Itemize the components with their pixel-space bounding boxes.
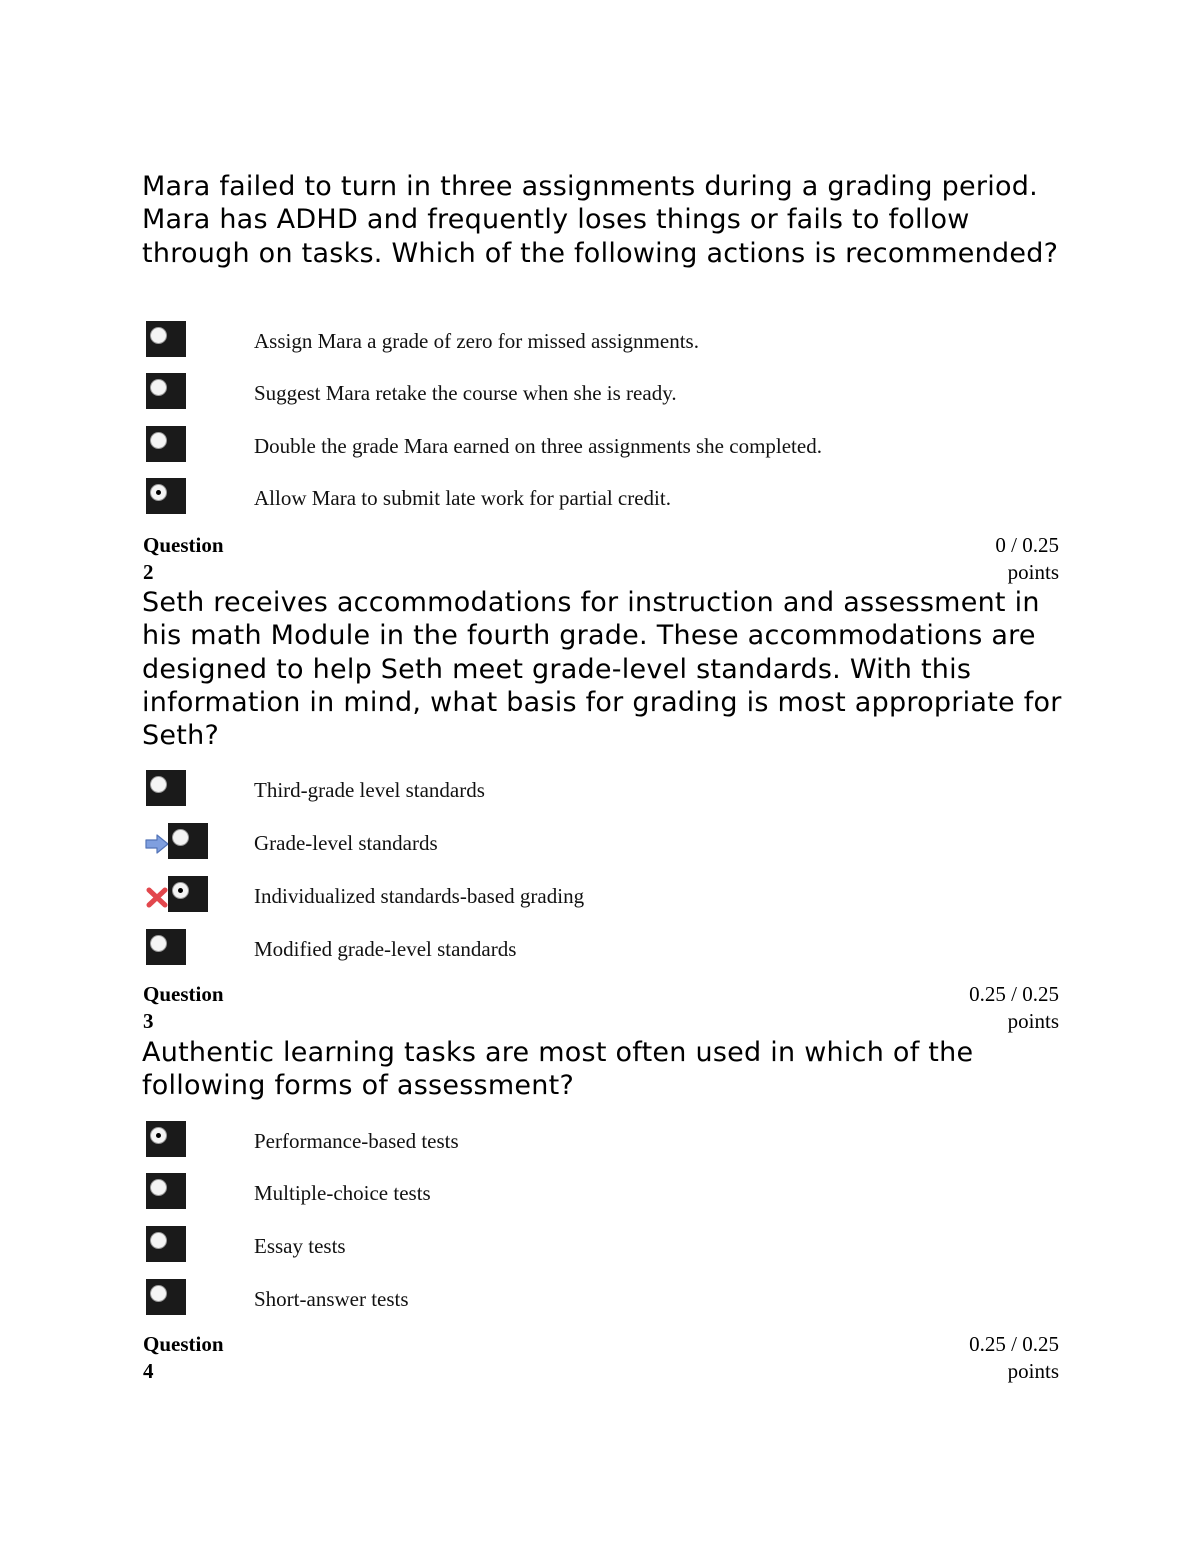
q1-option-4[interactable] [144, 478, 1044, 518]
option-label: Grade-level standards [254, 831, 438, 855]
q2-option-4[interactable] [144, 929, 1044, 969]
radio-button[interactable] [146, 929, 186, 965]
radio-button-selected[interactable] [146, 1121, 186, 1157]
question-4-header [143, 1331, 1059, 1387]
radio-button[interactable] [146, 1173, 186, 1209]
q3-option-2[interactable] [144, 1173, 1044, 1213]
question-3-text: Authentic learning tasks are most often used in which of the following forms of assessment? [142, 1037, 974, 1102]
question-label: Question [143, 982, 224, 1006]
radio-button[interactable] [146, 426, 186, 462]
option-label: Short-answer tests [254, 1287, 409, 1311]
arrow-icon [144, 833, 170, 855]
q2-option-3[interactable] [144, 876, 1044, 916]
radio-button[interactable] [146, 770, 186, 806]
option-label: Allow Mara to submit late work for partial credit. [254, 486, 671, 510]
question-label: Question [143, 533, 224, 557]
points-label: points [1007, 1009, 1059, 1033]
q2-option-2[interactable] [144, 823, 1044, 863]
radio-button[interactable] [146, 1279, 186, 1315]
option-label: Assign Mara a grade of zero for missed assignments. [254, 329, 699, 353]
question-number: 4 [143, 1359, 154, 1383]
question-number: 2 [143, 560, 154, 584]
q1-option-2[interactable] [144, 373, 1044, 413]
radio-button-selected[interactable] [168, 876, 208, 912]
option-label: Essay tests [254, 1234, 346, 1258]
question-label: Question [143, 1332, 224, 1356]
q2-option-1[interactable] [144, 770, 1044, 810]
q1-option-3[interactable] [144, 426, 1044, 466]
radio-button[interactable] [168, 823, 208, 859]
question-3-header [143, 981, 1059, 1037]
question-score: 0 / 0.25 [995, 533, 1059, 557]
q3-option-1[interactable] [144, 1121, 1044, 1161]
question-1-text: Mara failed to turn in three assignments during a grading period. Mara has ADHD and frequently loses things or fails to follow through on tasks. Which of the following actions is recommended? [142, 171, 1059, 269]
q3-option-4[interactable] [144, 1279, 1044, 1319]
option-label: Suggest Mara retake the course when she is ready. [254, 381, 677, 405]
q3-option-3[interactable] [144, 1226, 1044, 1266]
option-label: Modified grade-level standards [254, 937, 517, 961]
option-label: Performance-based tests [254, 1129, 459, 1153]
x-icon [144, 886, 170, 908]
q1-option-1[interactable] [144, 321, 1044, 361]
option-label: Individualized standards-based grading [254, 884, 585, 908]
radio-button-selected[interactable] [146, 478, 186, 514]
points-label: points [1007, 1359, 1059, 1383]
option-label: Double the grade Mara earned on three assignments she completed. [254, 434, 822, 458]
option-label: Third-grade level standards [254, 778, 485, 802]
points-label: points [1007, 560, 1059, 584]
question-score: 0.25 / 0.25 [969, 1332, 1059, 1356]
question-number: 3 [143, 1009, 154, 1033]
question-score: 0.25 / 0.25 [969, 982, 1059, 1006]
question-2-text: Seth receives accommodations for instruction and assessment in his math Module in the fourth grade. These accommodations are designed to help Seth meet grade-level standards. With this information in mind, what basis for grading is most appropriate for Seth? [142, 587, 1062, 752]
option-label: Multiple-choice tests [254, 1181, 431, 1205]
radio-button[interactable] [146, 1226, 186, 1262]
question-2-header [143, 532, 1059, 588]
radio-button[interactable] [146, 373, 186, 409]
radio-button[interactable] [146, 321, 186, 357]
